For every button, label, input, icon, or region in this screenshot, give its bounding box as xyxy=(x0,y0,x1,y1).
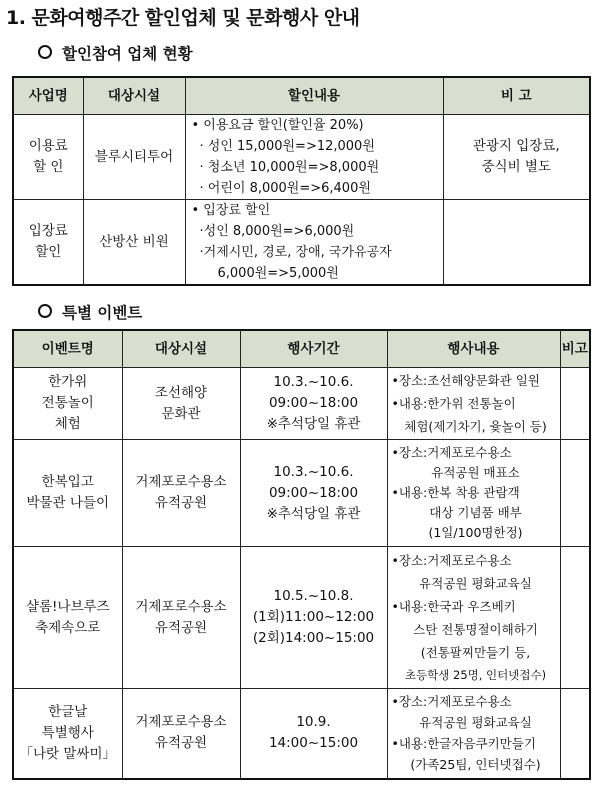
circle-bullet-icon xyxy=(38,304,52,318)
discount-content-cell: • 이용요금 할인(할인율 20%) · 성인 15,000원=>12,000원 · 청소년 10,000원=>8,000원 · 어린이 8,000원=>6,400원 xyxy=(185,115,443,200)
col-header: 이벤트명 xyxy=(13,330,122,368)
facility-cell: 산방산 비원 xyxy=(83,200,185,286)
event-content-cell: •장소:거제포로수용소 유적공원 매표소 •내용:한복 착용 관람객 대상 기념품 배부 (1일/100명한정) xyxy=(387,440,560,547)
event-name-cell: 한글날 특별행사 「나랏 말싸미」 xyxy=(13,689,122,779)
period-cell: 10.3.~10.6. 09:00~18:00 ※추석당일 휴관 xyxy=(240,368,387,440)
section2-heading xyxy=(38,301,142,323)
table-header-row xyxy=(13,77,590,115)
note-cell xyxy=(560,547,590,689)
facility-cell: 거제포로수용소 유적공원 xyxy=(122,440,240,547)
event-table xyxy=(12,329,591,780)
section1-heading xyxy=(38,42,193,64)
event-name-cell: 샬롬!나브루즈 축제속으로 xyxy=(13,547,122,689)
page-title: 1. 문화여행주간 할인업체 및 문화행사 안내 xyxy=(6,7,360,29)
event-name-cell: 한복입고 박물관 나들이 xyxy=(13,440,122,547)
section2-heading-text: 특별 이벤트 xyxy=(62,304,143,322)
facility-cell: 거제포로수용소 유적공원 xyxy=(122,547,240,689)
col-header: 행사기간 xyxy=(240,330,387,368)
note-cell xyxy=(560,689,590,779)
event-name-cell: 한가위 전통놀이 체험 xyxy=(13,368,122,440)
col-header: 대상시설 xyxy=(83,77,185,115)
table-header-row xyxy=(13,330,590,368)
circle-bullet-icon xyxy=(38,45,52,59)
facility-cell: 조선해양 문화관 xyxy=(122,368,240,440)
event-content-cell: •장소:조선해양문화관 일원 •내용:한가위 전통놀이 체험(제기차기, 윷놀이 등) xyxy=(387,368,560,440)
note-cell xyxy=(560,440,590,547)
table-row xyxy=(13,368,590,440)
col-header: 비고 xyxy=(560,330,590,368)
table-row xyxy=(13,689,590,779)
business-name-cell: 입장료 할인 xyxy=(13,200,83,286)
discount-content-cell: • 입장료 할인 ·성인 8,000원=>6,000원 ·거제시민, 경로, 장애, 국가유공자 6,000원=>5,000원 xyxy=(185,200,443,286)
facility-cell: 블루시티투어 xyxy=(83,115,185,200)
table-row xyxy=(13,200,590,286)
table-row xyxy=(13,547,590,689)
business-name-cell: 이용료 할 인 xyxy=(13,115,83,200)
period-cell: 10.5.~10.8. (1회)11:00~12:00 (2회)14:00~15:00 xyxy=(240,547,387,689)
col-header: 비 고 xyxy=(443,77,590,115)
period-cell: 10.3.~10.6. 09:00~18:00 ※추석당일 휴관 xyxy=(240,440,387,547)
col-header: 행사내용 xyxy=(387,330,560,368)
section1-heading-text: 할인참여 업체 현황 xyxy=(62,45,193,63)
table-row xyxy=(13,115,590,200)
note-cell xyxy=(443,200,590,286)
period-cell: 10.9. 14:00~15:00 xyxy=(240,689,387,779)
facility-cell: 거제포로수용소 유적공원 xyxy=(122,689,240,779)
discount-table xyxy=(12,76,591,286)
table-row xyxy=(13,440,590,547)
col-header: 할인내용 xyxy=(185,77,443,115)
event-content-cell: •장소:거제포로수용소 유적공원 평화교육실 •내용:한글자음쿠키만들기 (가족25팀, 인터넷접수) xyxy=(387,689,560,779)
col-header: 사업명 xyxy=(13,77,83,115)
event-content-cell: •장소:거제포로수용소 유적공원 평화교육실 •내용:한국과 우즈베키 스탄 전통명절이해하기 (전통팔찌만들기 등, 초등학생 25명, 인터넷접수) xyxy=(387,547,560,689)
note-cell xyxy=(560,368,590,440)
col-header: 대상시설 xyxy=(122,330,240,368)
note-cell: 관광지 입장료, 중식비 별도 xyxy=(443,115,590,200)
